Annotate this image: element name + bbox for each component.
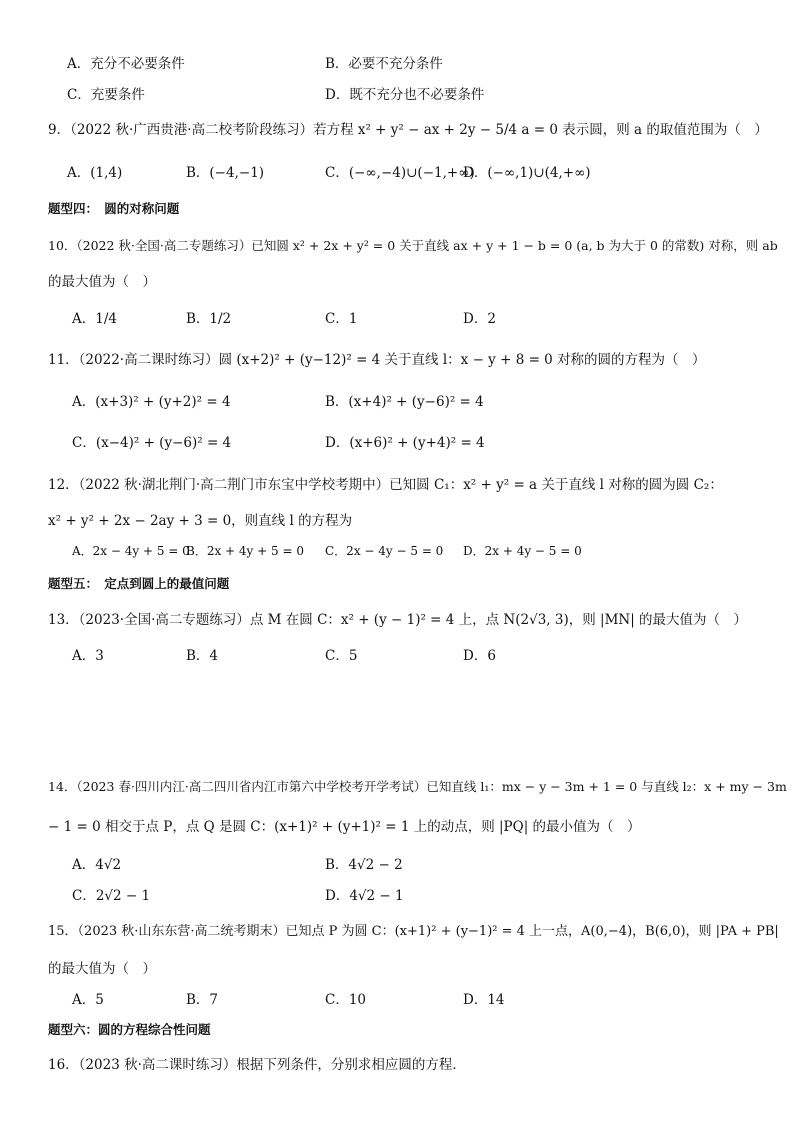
q9-option-d: D．(−∞,1)∪(4,+∞) bbox=[463, 165, 591, 181]
q12-option-d: D．2x + 4y − 5 = 0 bbox=[463, 544, 582, 558]
q11-option-d: D．(x+6)² + (y+4)² = 4 bbox=[325, 435, 485, 451]
section-heading-6: 题型六：圆的方程综合性问题 bbox=[48, 1022, 211, 1037]
q8-option-b: B．必要不充分条件 bbox=[325, 56, 443, 72]
question-16-text: 16．（2023 秋·高二课时练习）根据下列条件，分别求相应圆的方程． bbox=[48, 1057, 466, 1073]
section-heading-5: 题型五： 定点到圆上的最值问题 bbox=[48, 576, 230, 591]
question-14-text-line1: 14．（2023 春·四川内江·高二四川省内江市第六中学校考开学考试）已知直线 l₁：mx − y − 3m + 1 = 0 与直线 l₂：x + my − 3m bbox=[48, 779, 787, 794]
question-10-text-line1: 10．（2022 秋·全国·高二专题练习）已知圆 x² + 2x + y² = 0 关于直线 ax + y + 1 − b = 0 (a, b 为大于 0 的常数) 对称，则 ab bbox=[48, 238, 778, 253]
q8-option-d: D．既不充分也不必要条件 bbox=[325, 87, 485, 103]
question-10-text-line2: 的最大值为（ ） bbox=[48, 274, 156, 290]
q8-option-a: A．充分不必要条件 bbox=[67, 56, 185, 72]
q15-option-c: C．10 bbox=[325, 992, 367, 1008]
q13-option-d: D．6 bbox=[463, 648, 496, 664]
question-12-text-line1: 12．（2022 秋·湖北荆门·高二荆门市东宝中学校考期中）已知圆 C₁：x² + y² = a 关于直线 l 对称的圆为圆 C₂： bbox=[48, 477, 723, 493]
question-14-text-line2: − 1 = 0 相交于点 P，点 Q 是圆 C：(x+1)² + (y+1)² = 1 上的动点，则 |PQ| 的最小值为（ ） bbox=[48, 819, 641, 835]
question-13-text: 13．（2023·全国·高二专题练习）点 M 在圆 C：x² + (y − 1)² = 4 上，点 N(2√3, 3)，则 |MN| 的最大值为（ ） bbox=[48, 612, 748, 628]
q8-option-c: C．充要条件 bbox=[67, 87, 145, 103]
question-12-text-line2: x² + y² + 2x − 2ay + 3 = 0，则直线 l 的方程为 bbox=[48, 513, 353, 529]
q10-option-b: B．1/2 bbox=[186, 311, 232, 327]
q14-option-c: C．2√2 − 1 bbox=[72, 888, 151, 904]
q15-option-b: B．7 bbox=[186, 992, 219, 1008]
q10-option-a: A．1/4 bbox=[72, 311, 117, 327]
q13-option-a: A．3 bbox=[72, 648, 104, 664]
q12-option-a: A．2x − 4y + 5 = 0 bbox=[72, 544, 190, 558]
q13-option-b: B．4 bbox=[186, 648, 219, 664]
q14-option-a: A．4√2 bbox=[72, 857, 122, 873]
q15-option-d: D．14 bbox=[463, 992, 505, 1008]
q10-option-c: C．1 bbox=[325, 311, 358, 327]
q13-option-c: C．5 bbox=[325, 648, 358, 664]
section-heading-4: 题型四： 圆的对称问题 bbox=[48, 201, 180, 216]
q12-option-b: B．2x + 4y + 5 = 0 bbox=[186, 544, 304, 558]
question-15-text-line2: 的最大值为（ ） bbox=[48, 961, 156, 977]
q12-option-c: C．2x − 4y − 5 = 0 bbox=[325, 544, 444, 558]
q15-option-a: A．5 bbox=[72, 992, 104, 1008]
q14-option-b: B．4√2 − 2 bbox=[325, 857, 403, 873]
q10-option-d: D．2 bbox=[463, 311, 496, 327]
q11-option-c: C．(x−4)² + (y−6)² = 4 bbox=[72, 435, 232, 451]
question-11-text: 11．（2022·高二课时练习）圆 (x+2)² + (y−12)² = 4 关于直线 l：x − y + 8 = 0 对称的圆的方程为（ ） bbox=[48, 352, 706, 368]
q11-option-a: A．(x+3)² + (y+2)² = 4 bbox=[72, 394, 231, 410]
q9-option-b: B．(−4,−1) bbox=[186, 165, 265, 181]
q9-option-a: A．(1,4) bbox=[67, 165, 123, 181]
q11-option-b: B．(x+4)² + (y−6)² = 4 bbox=[325, 394, 484, 410]
question-15-text-line1: 15．（2023 秋·山东东营·高二统考期末）已知点 P 为圆 C：(x+1)² + (y−1)² = 4 上一点，A(0,−4)，B(6,0)，则 |PA + PB| bbox=[48, 924, 779, 939]
q14-option-d: D．4√2 − 1 bbox=[325, 888, 404, 904]
q9-option-c: C．(−∞,−4)∪(−1,+∞) bbox=[325, 165, 475, 181]
question-9-text: 9．（2022 秋·广西贵港·高二校考阶段练习）若方程 x² + y² − ax + 2y − 5/4 a = 0 表示圆，则 a 的取值范围为（ ） bbox=[48, 122, 768, 138]
